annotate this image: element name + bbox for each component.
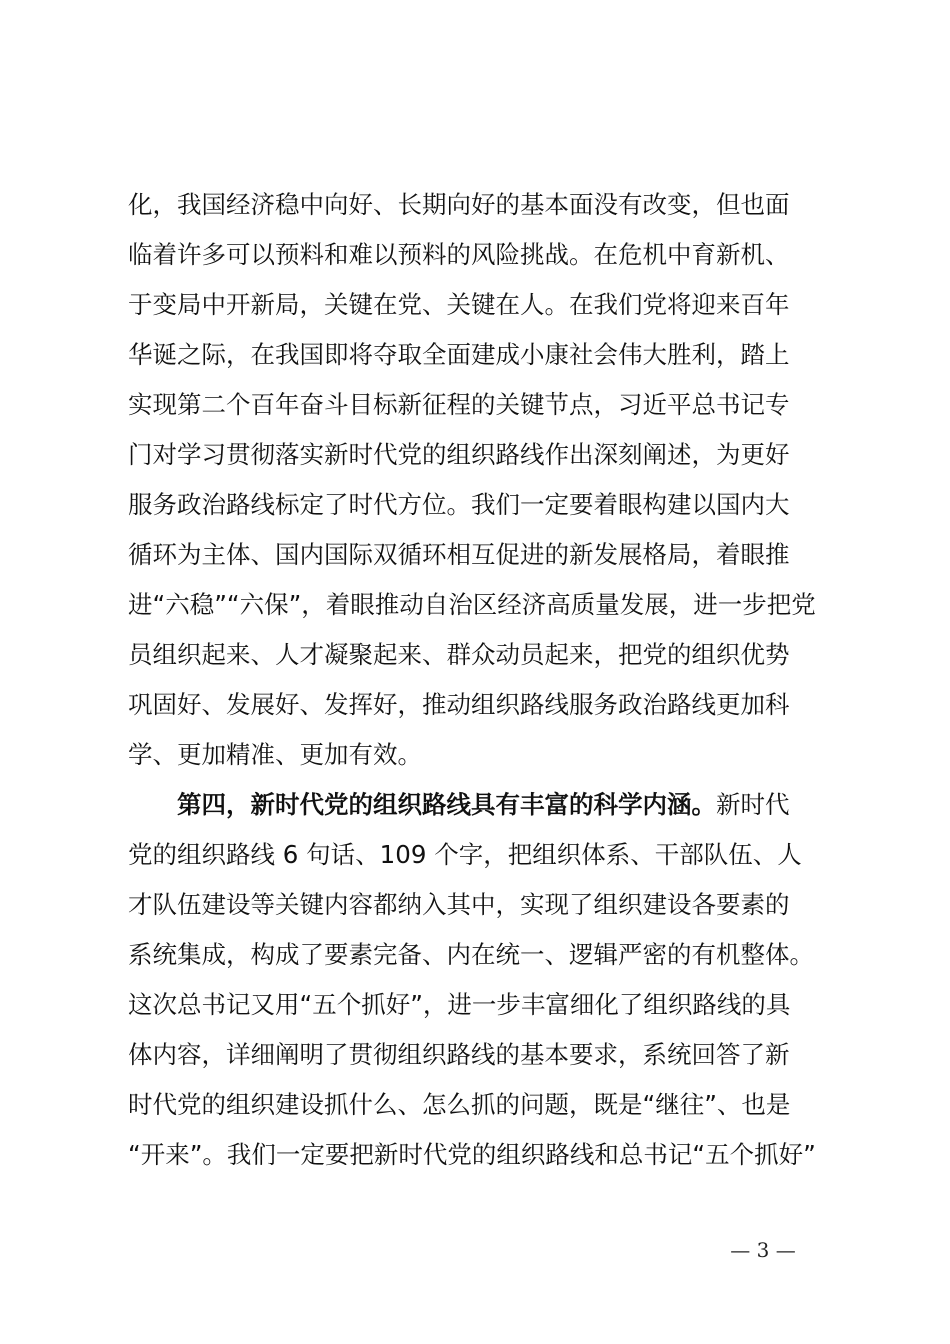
text-line: 体内容，详细阐明了贯彻组织路线的基本要求，系统回答了新 (128, 1040, 790, 1069)
text-line: 系统集成，构成了要素完备、内在统一、逻辑严密的有机整体。 (128, 940, 814, 969)
text-line: 进“六稳”“六保”，着眼推动自治区经济高质量发展，进一步把党 (128, 590, 816, 619)
text-line: “开来”。我们一定要把新时代党的组织路线和总书记“五个抓好” (128, 1140, 816, 1169)
text-line: 时代党的组织建设抓什么、怎么抓的问题，既是“继往”、也是 (128, 1090, 791, 1119)
text-line: 于变局中开新局，关键在党、关键在人。在我们党将迎来百年 (128, 290, 790, 319)
text-line: 才队伍建设等关键内容都纳入其中，实现了组织建设各要素的 (128, 890, 790, 919)
section-4-first-line (128, 780, 848, 830)
section-4-heading: 第四，新时代党的组织路线具有丰富的科学内涵。 (177, 790, 716, 819)
text-line: 华诞之际，在我国即将夺取全面建成小康社会伟大胜利，踏上 (128, 340, 790, 369)
text-line: 服务政治路线标定了时代方位。我们一定要着眼构建以国内大 (128, 490, 790, 519)
text-line: 化，我国经济稳中向好、长期向好的基本面没有改变，但也面 (128, 190, 790, 219)
body-text (128, 180, 848, 1180)
section-4-first-line-tail: 新时代 (716, 790, 790, 819)
text-line: 党的组织路线 6 句话、109 个字，把组织体系、干部队伍、人 (128, 840, 802, 869)
text-line: 员组织起来、人才凝聚起来、群众动员起来，把党的组织优势 (128, 640, 790, 669)
text-line: 门对学习贯彻落实新时代党的组织路线作出深刻阐述，为更好 (128, 440, 790, 469)
text-line: 循环为主体、国内国际双循环相互促进的新发展格局，着眼推 (128, 540, 790, 569)
page-number: — 3 — (730, 1238, 796, 1262)
text-line: 临着许多可以预料和难以预料的风险挑战。在危机中育新机、 (128, 240, 790, 269)
text-line: 学、更加精准、更加有效。 (128, 740, 422, 769)
text-line: 巩固好、发展好、发挥好，推动组织路线服务政治路线更加科 (128, 690, 790, 719)
text-line: 实现第二个百年奋斗目标新征程的关键节点，习近平总书记专 (128, 390, 790, 419)
text-line: 这次总书记又用“五个抓好”，进一步丰富细化了组织路线的具 (128, 990, 791, 1019)
